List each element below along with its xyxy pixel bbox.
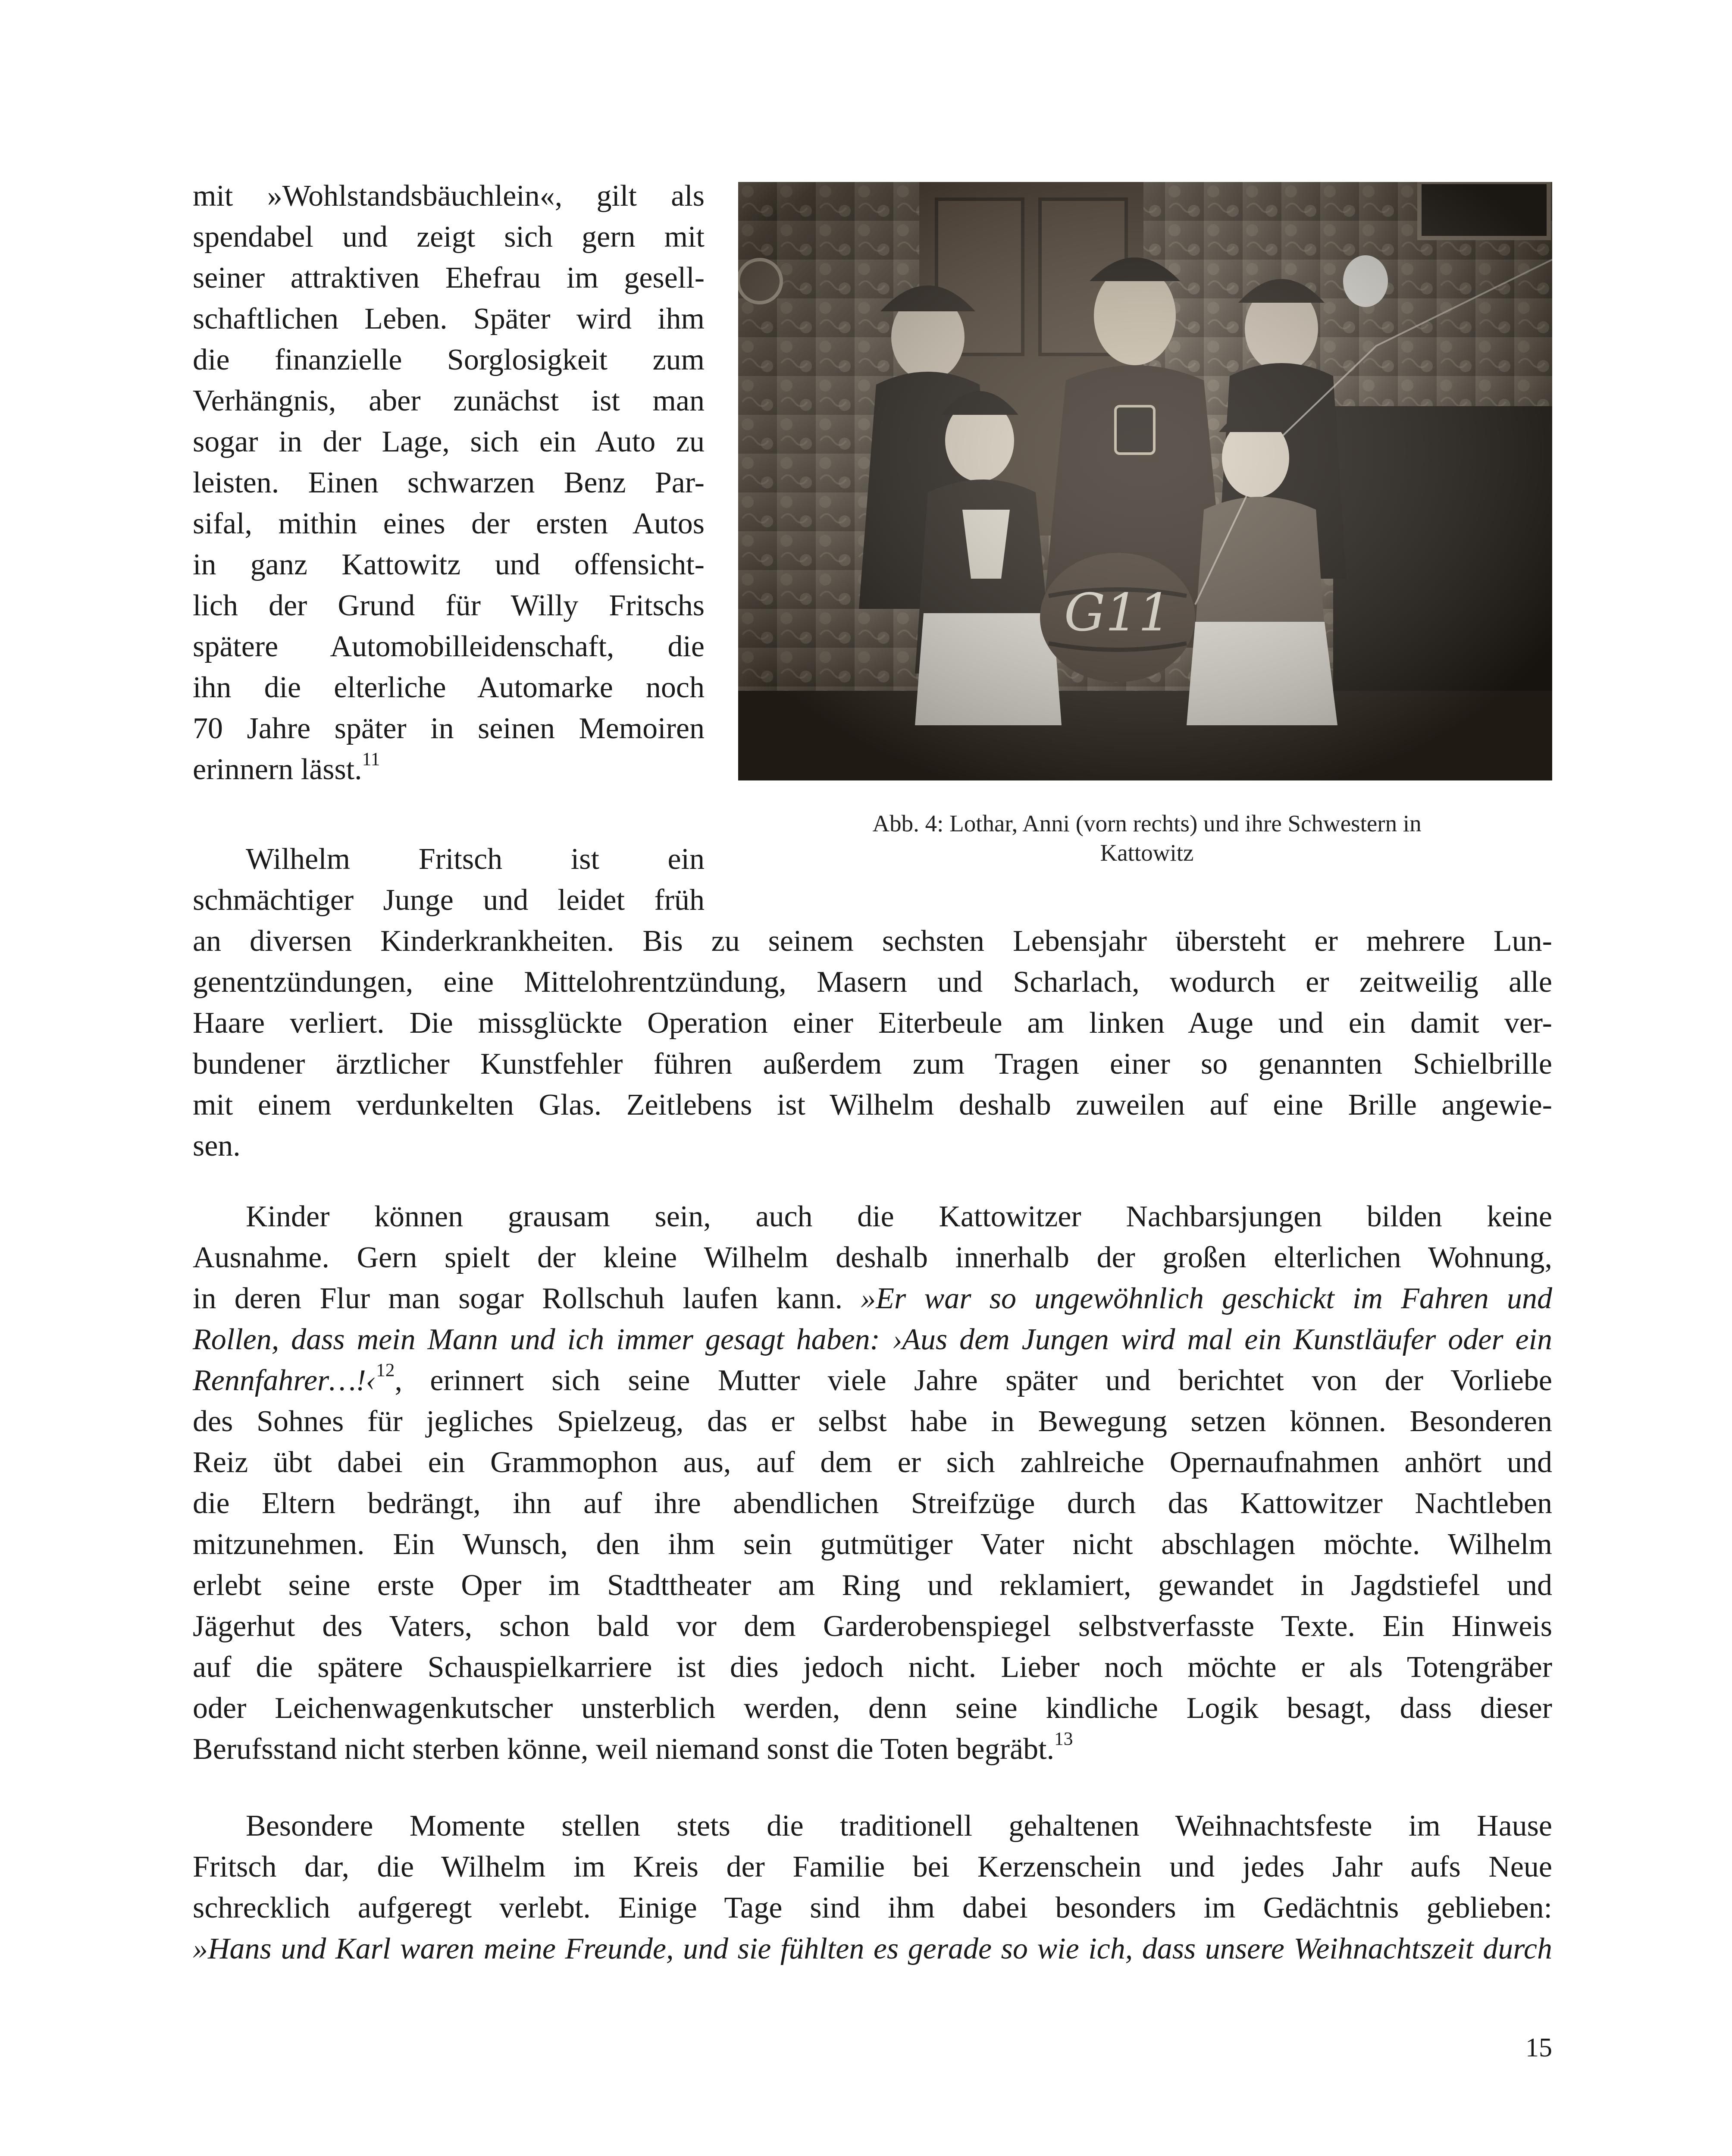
text-line: mit einem verdunkelten Glas. Zeitlebens ist Wilhelm deshalb zuweilen auf eine Brille angewie- bbox=[193, 1088, 1552, 1122]
text-line: in ganz Kattowitz und offensicht- bbox=[193, 548, 705, 581]
text-span: in deren Flur man sogar Rollschuh laufen kann. bbox=[193, 1282, 861, 1315]
text-line: Reiz übt dabei ein Grammophon aus, auf dem er sich zahlreiche Opernaufnahmen anhört und bbox=[193, 1446, 1552, 1479]
photo-image bbox=[738, 182, 1552, 780]
text-line: Besondere Momente stellen stets die traditionell gehaltenen Weihnachtsfeste im Hause bbox=[246, 1809, 1552, 1843]
text-line: genentzündungen, eine Mittelohrentzündung, Masern und Scharlach, wodurch er zeitweilig alle bbox=[193, 965, 1552, 999]
text-line: Haare verliert. Die missglückte Operation einer Eiterbeule am linken Auge und ein damit ver- bbox=[193, 1006, 1552, 1040]
text-line: lich der Grund für Willy Fritschs bbox=[193, 589, 705, 622]
text-line: die Eltern bedrängt, ihn auf ihre abendlichen Streifzüge durch das Kattowitzer Nachtleben bbox=[193, 1487, 1552, 1520]
text-line: erlebt seine erste Oper im Stadttheater am Ring und reklamiert, gewandet in Jagdstiefel und bbox=[193, 1569, 1552, 1602]
text-line: des Sohnes für jegliches Spielzeug, das er selbst habe in Bewegung setzen können. Besonderen bbox=[193, 1405, 1552, 1438]
footnote-ref: 12 bbox=[376, 1360, 395, 1381]
quote-line: »Hans und Karl waren meine Freunde, und sie fühlten es gerade so wie ich, dass unsere Weihnachtszeit durch bbox=[193, 1932, 1552, 1965]
text-line: Jägerhut des Vaters, schon bald vor dem Garderobenspiegel selbstverfasste Texte. Ein Hinweis bbox=[193, 1610, 1552, 1643]
text-line: schmächtiger Junge und leidet früh bbox=[193, 884, 705, 917]
text-span: erinnern lässt. bbox=[193, 753, 362, 786]
text-line: ihn die elterliche Automarke noch bbox=[193, 671, 705, 704]
text-line: die finanzielle Sorglosigkeit zum bbox=[193, 343, 705, 376]
caption-line-2: Kattowitz bbox=[1100, 840, 1194, 866]
text-line bbox=[193, 1360, 1552, 1397]
text-line: Wilhelm Fritsch ist ein bbox=[246, 843, 705, 876]
text-line: schrecklich aufgeregt verlebt. Einige Tage sind ihm dabei besonders im Gedächtnis geblieben: bbox=[193, 1891, 1552, 1924]
text-line bbox=[193, 1284, 1552, 1314]
quote-span: Rennfahrer…!‹ bbox=[193, 1364, 376, 1397]
quote-line: Rollen, dass mein Mann und ich immer gesagt haben: ›Aus dem Jungen wird mal ein Kunstläufer oder ein bbox=[193, 1323, 1552, 1356]
text-line: 70 Jahre später in seinen Memoiren bbox=[193, 712, 705, 745]
text-line: leisten. Einen schwarzen Benz Par- bbox=[193, 466, 705, 499]
text-line: an diversen Kinderkrankheiten. Bis zu seinem sechsten Lebensjahr übersteht er mehrere Lun- bbox=[193, 924, 1552, 958]
text-line: Verhängnis, aber zunächst ist man bbox=[193, 384, 705, 417]
text-line: seiner attraktiven Ehefrau im gesell- bbox=[193, 261, 705, 295]
text-line: auf die spätere Schauspielkarriere ist dies jedoch nicht. Lieber noch möchte er als Totengräber bbox=[193, 1651, 1552, 1684]
footnote-ref: 11 bbox=[362, 749, 380, 770]
text-line: mit »Wohlstandsbäuchlein«, gilt als bbox=[193, 179, 705, 213]
text-span: , erinnert sich seine Mutter viele Jahre später und berichtet von der Vorliebe bbox=[395, 1364, 1552, 1397]
caption-line-1: Abb. 4: Lothar, Anni (vorn rechts) und ihre Schwestern in bbox=[872, 810, 1422, 837]
text-line: sogar in der Lage, sich ein Auto zu bbox=[193, 425, 705, 458]
text-line: schaftlichen Leben. Später wird ihm bbox=[193, 302, 705, 335]
figure-photo bbox=[738, 182, 1552, 780]
text-line: Kinder können grausam sein, auch die Kattowitzer Nachbarsjungen bilden keine bbox=[246, 1200, 1552, 1233]
figure-caption bbox=[737, 809, 1557, 868]
text-line: Fritsch dar, die Wilhelm im Kreis der Familie bei Kerzenschein und jedes Jahr aufs Neue bbox=[193, 1850, 1552, 1883]
text-line: bundener ärztlicher Kunstfehler führen außerdem zum Tragen einer so genannten Schielbrille bbox=[193, 1047, 1552, 1081]
footnote-ref: 13 bbox=[1054, 1728, 1073, 1749]
text-line: spätere Automobilleidenschaft, die bbox=[193, 630, 705, 663]
text-line bbox=[193, 1728, 1552, 1766]
text-line: Ausnahme. Gern spielt der kleine Wilhelm deshalb innerhalb der großen elterlichen Wohnung, bbox=[193, 1241, 1552, 1274]
page-number: 15 bbox=[1525, 2033, 1552, 2062]
text-line: mitzunehmen. Ein Wunsch, den ihm sein gutmütiger Vater nicht abschlagen möchte. Wilhelm bbox=[193, 1528, 1552, 1561]
text-line: sifal, mithin eines der ersten Autos bbox=[193, 507, 705, 540]
text-line bbox=[193, 749, 705, 786]
quote-span: »Er war so ungewöhnlich geschickt im Fahren und bbox=[861, 1282, 1552, 1315]
text-line: oder Leichenwagenkutscher unsterblich werden, denn seine kindliche Logik besagt, dass dieser bbox=[193, 1692, 1552, 1725]
text-span: Berufsstand nicht sterben könne, weil niemand sonst die Toten begräbt. bbox=[193, 1733, 1055, 1766]
text-line: sen. bbox=[193, 1129, 241, 1163]
text-line: spendabel und zeigt sich gern mit bbox=[193, 220, 705, 254]
